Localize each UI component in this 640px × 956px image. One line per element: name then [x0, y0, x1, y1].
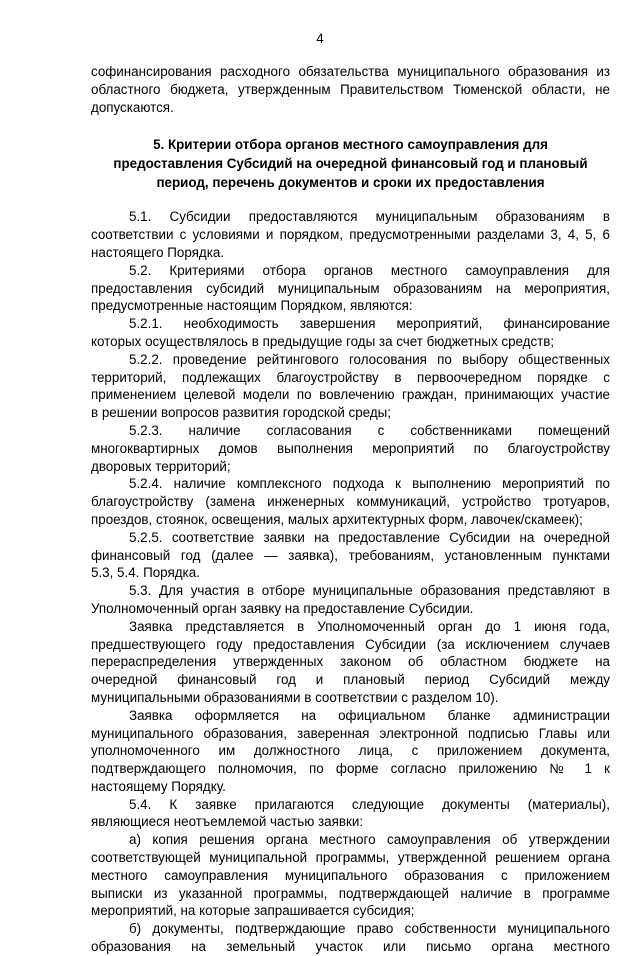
text-line: 5.3. Для участия в отборе муниципальные образования представляют в	[129, 583, 610, 599]
text-line: являющиеся неотъемлемой частью заявки:	[91, 814, 364, 830]
text-line: образования на земельный участок или письмо органа местного	[91, 939, 610, 955]
text-line: очередной финансовый год и плановый период Субсидий между	[91, 672, 610, 688]
text-line: применением целевой модели по вовлечению граждан, принимающих участие	[91, 387, 610, 403]
clause-5-2-4	[91, 475, 610, 528]
text-line: соответствии с условиями и порядком, предусмотренными разделами 3, 4, 5, 6	[91, 227, 610, 243]
application-form-paragraph	[91, 707, 610, 796]
text-line: 5.4. К заявке прилагаются следующие документы (материалы),	[129, 796, 610, 812]
text-line: настоящему Порядку.	[91, 778, 226, 794]
text-line: соответствующей муниципальной программы, утвержденной решением органа	[91, 850, 610, 866]
text-line: которых осуществлялось в предыдущие годы за счет бюджетных средств;	[91, 333, 555, 349]
text-line: настоящего Порядка.	[91, 244, 225, 260]
text-line: 5.2.4. наличие комплексного подхода к выполнению мероприятий по	[129, 476, 610, 492]
intro-paragraph	[91, 63, 610, 116]
text-line: 5.1. Субсидии предоставляются муниципальным образованиям в	[129, 209, 610, 225]
text-line: многоквартирных домов выполнения мероприятий по благоустройству	[91, 440, 610, 456]
text-line: муниципального образования, заверенная электронной подписью Главы или	[91, 725, 610, 741]
text-line: Уполномоченный орган заявку на предоставление Субсидии.	[91, 600, 474, 616]
text-line: выписки из указанной программы, подтверждающей наличие в программе	[91, 885, 610, 901]
section-body	[91, 208, 610, 955]
clause-5-4	[91, 796, 610, 832]
clause-5-2	[91, 262, 610, 315]
text-line: мероприятий, на которые запрашивается субсидия;	[91, 903, 415, 919]
text-line: Заявка представляется в Уполномоченный орган до 1 июня года,	[129, 618, 610, 634]
clause-5-2-3	[91, 422, 610, 475]
heading-line: 5. Критерии отбора органов местного самоуправления для	[153, 137, 548, 153]
clause-5-2-1	[91, 315, 610, 351]
section-heading	[91, 135, 610, 192]
item-b	[91, 920, 610, 956]
text-line: предшествующего году предоставления Субсидии (за исключением случаев	[91, 636, 610, 652]
text-line: 5.3, 5.4. Порядка.	[91, 565, 200, 581]
text-line: 5.2.1. необходимость завершения мероприятий, финансирование	[129, 316, 610, 332]
text-line: благоустройству (замена инженерных коммуникаций, устройство тротуаров,	[91, 494, 610, 510]
text-line: дворовых территорий;	[91, 458, 231, 474]
application-deadline-paragraph	[91, 618, 610, 707]
text-line: а) копия решения органа местного самоуправления об утверждении	[129, 832, 610, 848]
clause-5-2-2	[91, 351, 610, 422]
clause-5-1	[91, 208, 610, 261]
text-line: уполномоченного им должностного лица, с приложением документа,	[91, 743, 610, 759]
text-line: областного бюджета, утвержденным Правительством Тюменской области, не	[91, 81, 610, 97]
text-line: в решении вопросов развития городской среды;	[91, 405, 391, 421]
text-line: территорий, подлежащих благоустройству в первоочередном порядке с	[91, 369, 610, 385]
text-line: б) документы, подтверждающие право собственности муниципального	[129, 921, 610, 937]
text-line: предоставления субсидий муниципальным образованиям на мероприятия,	[91, 280, 610, 296]
text-line: 5.2. Критериями отбора органов местного самоуправления для	[129, 262, 610, 278]
heading-line: период, перечень документов и сроки их предоставления	[156, 175, 545, 191]
text-line: предусмотренные настоящим Порядком, являются:	[91, 298, 413, 314]
text-line: местного самоуправления муниципального образования с приложением	[91, 867, 610, 883]
text-line: подтверждающего полномочия, по форме согласно приложению № 1 к	[91, 761, 610, 777]
text-line: Заявка оформляется на официальном бланке администрации	[129, 707, 610, 723]
text-line: софинансирования расходного обязательства муниципального образования из	[91, 64, 610, 79]
clause-5-3	[91, 582, 610, 618]
text-line: 5.2.5. соответствие заявки на предоставление Субсидии на очередной	[129, 529, 610, 545]
text-line: допускаются.	[91, 99, 174, 115]
text-line: перераспределения утвержденных законом об областном бюджете на	[91, 654, 610, 670]
heading-line: предоставления Субсидий на очередной финансовый год и плановый	[113, 156, 588, 172]
text-line: 5.2.3. наличие согласования с собственниками помещений	[129, 422, 610, 438]
clause-5-2-5	[91, 529, 610, 582]
text-line: 5.2.2. проведение рейтингового голосования по выбору общественных	[129, 351, 610, 367]
item-a	[91, 831, 610, 920]
text-line: проездов, стоянок, освещения, малых архитектурных форм, лавочек/скамеек);	[91, 511, 583, 527]
text-line: муниципальными образованиями в соответствии с разделом 10).	[91, 689, 499, 705]
text-line: финансовый год (далее — заявка), требованиям, установленным пунктами	[91, 547, 610, 563]
page-number: 4	[316, 31, 324, 46]
page-content	[91, 63, 610, 956]
